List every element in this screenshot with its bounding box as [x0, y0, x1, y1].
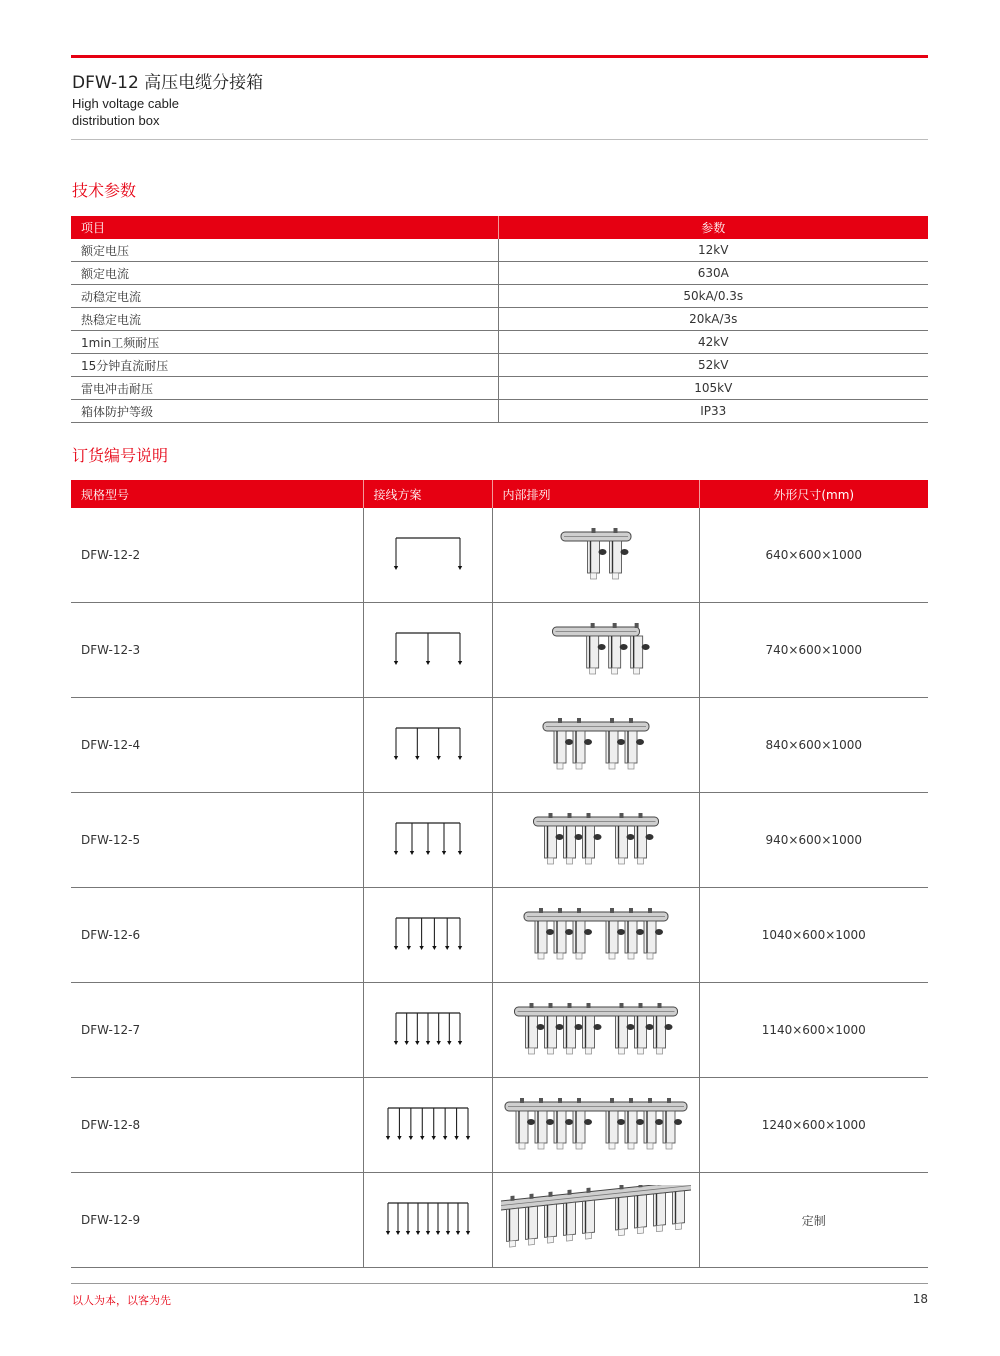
spec-heading: 技术参数: [72, 181, 137, 200]
order-row: [71, 698, 928, 793]
spec-col-item: 项目: [71, 216, 498, 239]
order-arrangement-cell: [492, 793, 699, 888]
footer-divider: [71, 1283, 928, 1284]
wiring-diagram-icon: [391, 910, 465, 960]
order-wiring-cell: [363, 1078, 492, 1173]
order-model: DFW-12-9: [71, 1173, 363, 1268]
order-row: [71, 1078, 928, 1173]
wiring-diagram-icon: [391, 625, 465, 675]
order-size: 定制: [699, 1173, 928, 1268]
spec-item: 箱体防护等级: [71, 400, 498, 423]
spec-item: 雷电冲击耐压: [71, 377, 498, 400]
spec-row: [71, 400, 928, 423]
page-subtitle: [72, 95, 179, 129]
spec-row: [71, 262, 928, 285]
spec-item: 1min工频耐压: [71, 331, 498, 354]
order-row: [71, 793, 928, 888]
busbar-illustration-icon: [501, 900, 691, 970]
wiring-diagram-icon: [383, 1195, 473, 1245]
header-accent-bar: [71, 55, 928, 58]
order-row: [71, 1173, 928, 1268]
order-arrangement-cell: [492, 1078, 699, 1173]
busbar-illustration-icon: [501, 1185, 691, 1255]
order-arrangement-cell: [492, 888, 699, 983]
wiring-diagram-icon: [391, 815, 465, 865]
subtitle-line-2: distribution box: [72, 113, 160, 128]
busbar-illustration-icon: [501, 520, 691, 590]
spec-row: [71, 308, 928, 331]
busbar-illustration-icon: [501, 995, 691, 1065]
order-row: [71, 888, 928, 983]
spec-value: 12kV: [498, 239, 928, 262]
order-col-model: 规格型号: [71, 480, 363, 508]
page-number: 18: [912, 1292, 928, 1306]
order-row: [71, 603, 928, 698]
order-row: [71, 983, 928, 1078]
busbar-illustration-icon: [501, 710, 691, 780]
spec-value: 50kA/0.3s: [498, 285, 928, 308]
order-arrangement-cell: [492, 1173, 699, 1268]
spec-row: [71, 239, 928, 262]
order-wiring-cell: [363, 1173, 492, 1268]
footer-slogan: 以人为本，以客为先: [72, 1294, 171, 1307]
order-wiring-cell: [363, 603, 492, 698]
order-size: 1140×600×1000: [699, 983, 928, 1078]
order-model: DFW-12-8: [71, 1078, 363, 1173]
order-table: [71, 480, 928, 1268]
spec-value: 52kV: [498, 354, 928, 377]
order-arrangement-cell: [492, 603, 699, 698]
order-size: 1040×600×1000: [699, 888, 928, 983]
spec-value: IP33: [498, 400, 928, 423]
spec-item: 热稳定电流: [71, 308, 498, 331]
order-col-arrangement: 内部排列: [492, 480, 699, 508]
spec-value: 42kV: [498, 331, 928, 354]
order-row: [71, 508, 928, 603]
spec-item: 15分钟直流耐压: [71, 354, 498, 377]
order-wiring-cell: [363, 698, 492, 793]
spec-item: 额定电压: [71, 239, 498, 262]
order-heading: 订货编号说明: [72, 446, 169, 465]
spec-row: [71, 377, 928, 400]
order-wiring-cell: [363, 793, 492, 888]
spec-item: 额定电流: [71, 262, 498, 285]
header-divider: [71, 139, 928, 140]
page-title: DFW-12 高压电缆分接箱: [72, 73, 264, 93]
order-model: DFW-12-7: [71, 983, 363, 1078]
order-size: 1240×600×1000: [699, 1078, 928, 1173]
subtitle-line-1: High voltage cable: [72, 96, 179, 111]
order-wiring-cell: [363, 888, 492, 983]
order-arrangement-cell: [492, 698, 699, 793]
spec-value: 630A: [498, 262, 928, 285]
spec-value: 105kV: [498, 377, 928, 400]
order-col-wiring: 接线方案: [363, 480, 492, 508]
order-model: DFW-12-5: [71, 793, 363, 888]
order-arrangement-cell: [492, 983, 699, 1078]
spec-table: [71, 216, 928, 423]
busbar-illustration-icon: [501, 1090, 691, 1160]
busbar-illustration-icon: [501, 615, 691, 685]
spec-row: [71, 331, 928, 354]
order-wiring-cell: [363, 983, 492, 1078]
spec-row: [71, 285, 928, 308]
order-header-row: [71, 480, 928, 508]
order-size: 840×600×1000: [699, 698, 928, 793]
busbar-illustration-icon: [501, 805, 691, 875]
spec-row: [71, 354, 928, 377]
spec-item: 动稳定电流: [71, 285, 498, 308]
spec-header-row: [71, 216, 928, 239]
spec-col-value: 参数: [498, 216, 928, 239]
order-model: DFW-12-6: [71, 888, 363, 983]
order-wiring-cell: [363, 508, 492, 603]
spec-value: 20kA/3s: [498, 308, 928, 331]
order-size: 740×600×1000: [699, 603, 928, 698]
order-size: 940×600×1000: [699, 793, 928, 888]
wiring-diagram-icon: [391, 720, 465, 770]
order-model: DFW-12-2: [71, 508, 363, 603]
order-col-size: 外形尺寸(mm): [699, 480, 928, 508]
wiring-diagram-icon: [383, 1100, 473, 1150]
order-size: 640×600×1000: [699, 508, 928, 603]
order-arrangement-cell: [492, 508, 699, 603]
wiring-diagram-icon: [391, 530, 465, 580]
wiring-diagram-icon: [391, 1005, 465, 1055]
order-model: DFW-12-3: [71, 603, 363, 698]
order-model: DFW-12-4: [71, 698, 363, 793]
